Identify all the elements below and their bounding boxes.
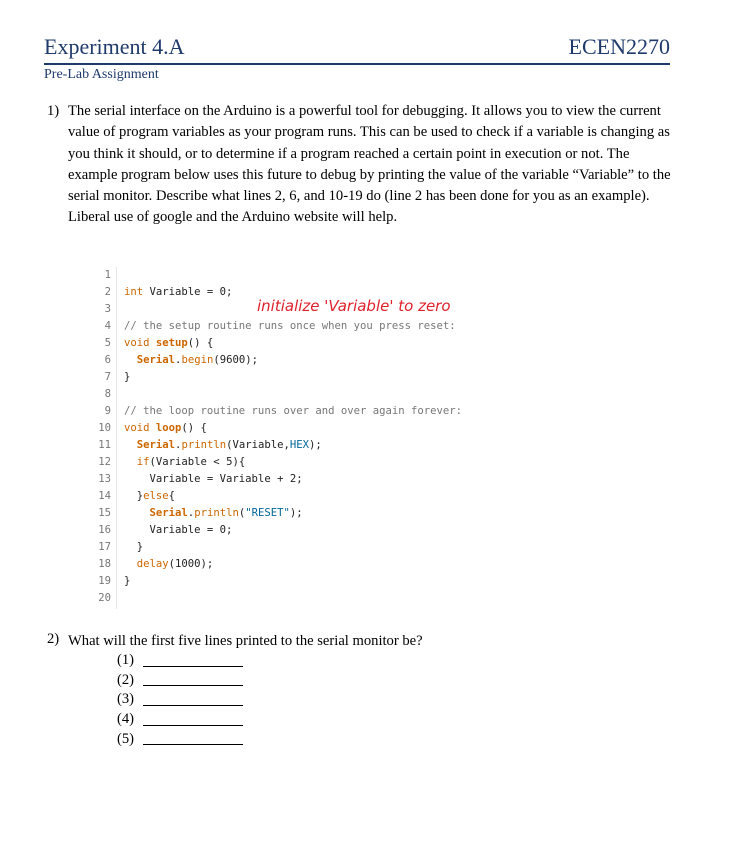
code-line bbox=[97, 335, 557, 352]
code-line bbox=[97, 284, 557, 315]
answer-item bbox=[117, 730, 243, 750]
answer-label: (2) bbox=[117, 671, 135, 688]
code-line bbox=[97, 403, 557, 420]
answer-blank bbox=[143, 666, 243, 667]
answer-blank bbox=[143, 725, 243, 726]
code-line bbox=[97, 318, 557, 335]
code-line bbox=[97, 471, 557, 488]
line-number: 18 bbox=[98, 558, 111, 570]
line-number: 7 bbox=[104, 371, 111, 383]
line-number: 15 bbox=[98, 507, 111, 519]
code-text: Variable = Variable + 2; bbox=[124, 473, 303, 485]
question-number: 1) bbox=[47, 103, 60, 119]
question-text: The serial interface on the Arduino is a powerful tool for debugging. It allows you to view the current value of program variables as your program runs. This can be used to check if a variable is changing as you think it should, or to determine if a program reached a certain point in execution or not. The example program below uses this future to debug by printing the value of the variable “Variable” to the serial monitor. Describe what lines 2, 6, and 10-19 do (line 2 has been done for you as an example). Liberal use of google and the Arduino website will help. bbox=[68, 103, 671, 226]
answer-item bbox=[117, 671, 243, 691]
code-text: void setup() { bbox=[124, 337, 214, 349]
line-number: 1 bbox=[104, 269, 111, 281]
answer-item bbox=[117, 710, 243, 730]
code-line bbox=[97, 352, 557, 369]
code-text: } bbox=[124, 541, 144, 553]
answer-blank bbox=[143, 685, 243, 686]
code-line bbox=[97, 573, 557, 590]
code-line bbox=[97, 386, 557, 403]
question-text: What will the first five lines printed to the serial monitor be? bbox=[68, 633, 423, 649]
code-text: }else{ bbox=[124, 490, 176, 502]
code-line bbox=[97, 539, 557, 556]
title-row bbox=[44, 34, 670, 60]
line-number: 4 bbox=[104, 320, 111, 332]
line-number: 6 bbox=[104, 354, 111, 366]
code-text: Variable = 0; bbox=[124, 524, 233, 536]
code-text: Serial.println("RESET"); bbox=[149, 507, 303, 519]
code-line bbox=[97, 556, 557, 573]
code-line bbox=[97, 505, 557, 522]
code-text: void loop() { bbox=[124, 422, 207, 434]
code-line bbox=[97, 267, 557, 284]
handwritten-annotation: initialize 'Variable' to zero bbox=[257, 297, 451, 315]
code-text: } bbox=[124, 575, 131, 587]
answer-item bbox=[117, 690, 243, 710]
code-text: Serial.begin(9600); bbox=[136, 354, 258, 366]
line-number: 8 bbox=[104, 388, 111, 400]
code-comment: // the setup routine runs once when you press reset: bbox=[124, 320, 456, 332]
line-number: 17 bbox=[98, 541, 111, 553]
answer-label: (3) bbox=[117, 691, 135, 708]
document-header bbox=[44, 34, 670, 83]
question-1 bbox=[47, 101, 677, 229]
answer-label: (4) bbox=[117, 711, 135, 728]
question-number: 2) bbox=[47, 631, 60, 647]
code-line bbox=[97, 522, 557, 539]
line-number: 19 bbox=[98, 575, 111, 587]
line-number: 2 bbox=[104, 286, 111, 298]
code-text: Serial.println(Variable,HEX); bbox=[136, 439, 322, 451]
line-number: 20 bbox=[98, 592, 111, 604]
line-number: 9 bbox=[104, 405, 111, 417]
code-line bbox=[97, 454, 557, 471]
line-number: 10 bbox=[98, 422, 111, 434]
line-number: 12 bbox=[98, 456, 111, 468]
line-number: 3 bbox=[104, 303, 111, 315]
code-line bbox=[97, 301, 557, 318]
answer-label: (1) bbox=[117, 651, 135, 668]
code-line bbox=[97, 488, 557, 505]
code-line bbox=[97, 369, 557, 386]
code-text: } bbox=[124, 371, 131, 383]
code-listing bbox=[97, 267, 557, 607]
header-rule bbox=[44, 63, 670, 65]
question-2 bbox=[47, 631, 667, 651]
line-number: 16 bbox=[98, 524, 111, 536]
code-line bbox=[97, 590, 557, 607]
line-number: 11 bbox=[98, 439, 111, 451]
subtitle: Pre-Lab Assignment bbox=[44, 67, 159, 82]
code-comment: // the loop routine runs over and over again forever: bbox=[124, 405, 463, 417]
code-line bbox=[97, 420, 557, 437]
answer-item bbox=[117, 651, 243, 671]
line-number: 14 bbox=[98, 490, 111, 502]
line-number: 13 bbox=[98, 473, 111, 485]
answer-label: (5) bbox=[117, 730, 135, 747]
experiment-title: Experiment 4.A bbox=[44, 34, 185, 59]
answer-list bbox=[117, 651, 243, 749]
answer-blank bbox=[143, 744, 243, 745]
course-code: ECEN2270 bbox=[568, 34, 670, 59]
answer-blank bbox=[143, 705, 243, 706]
code-text: if(Variable < 5){ bbox=[136, 456, 246, 468]
code-text: int Variable = 0; bbox=[124, 286, 233, 298]
code-text: delay(1000); bbox=[136, 558, 214, 570]
line-number: 5 bbox=[104, 337, 111, 349]
code-line bbox=[97, 437, 557, 454]
